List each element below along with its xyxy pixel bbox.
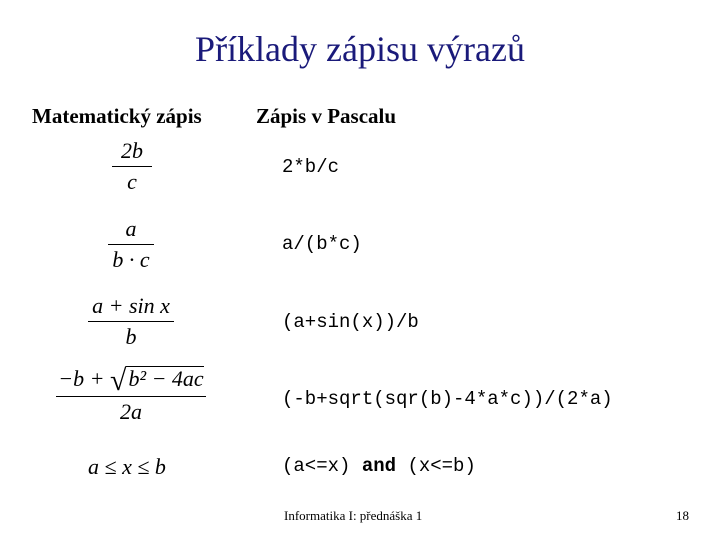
numerator: a + sin x: [92, 293, 170, 318]
math-expr-3: [88, 293, 174, 350]
math-expr-2: [108, 216, 154, 273]
pascal-expr-1: 2*b/c: [282, 156, 340, 178]
denominator: c: [127, 169, 137, 194]
page-number: 18: [676, 508, 689, 523]
header-pascal: Zápis v Pascalu: [256, 104, 397, 128]
math-expr-4: [56, 366, 206, 425]
math-expr-1: [112, 138, 152, 195]
pascal-expr-5: (a<=x) and (x<=b): [282, 455, 476, 477]
denominator: b: [125, 324, 137, 349]
footer-text: Informatika I: přednáška 1: [284, 508, 423, 523]
denominator: 2a: [120, 399, 142, 424]
numerator: −b + √b² − 4ac: [58, 364, 204, 397]
numerator: a: [125, 216, 137, 241]
header-math: Matematický zápis: [32, 104, 202, 128]
square-root: √b² − 4ac: [110, 364, 204, 397]
slide-title: Příklady zápisu výrazů: [195, 29, 525, 69]
pascal-expr-3: (a+sin(x))/b: [282, 311, 419, 333]
numerator: 2b: [121, 138, 143, 163]
math-expr-5: a ≤ x ≤ b: [88, 454, 166, 479]
denominator: b · c: [112, 247, 150, 272]
pascal-expr-2: a/(b*c): [282, 233, 362, 255]
keyword-and: and: [361, 455, 397, 477]
pascal-expr-4: (-b+sqrt(sqr(b)-4*a*c))/(2*a): [282, 388, 613, 410]
